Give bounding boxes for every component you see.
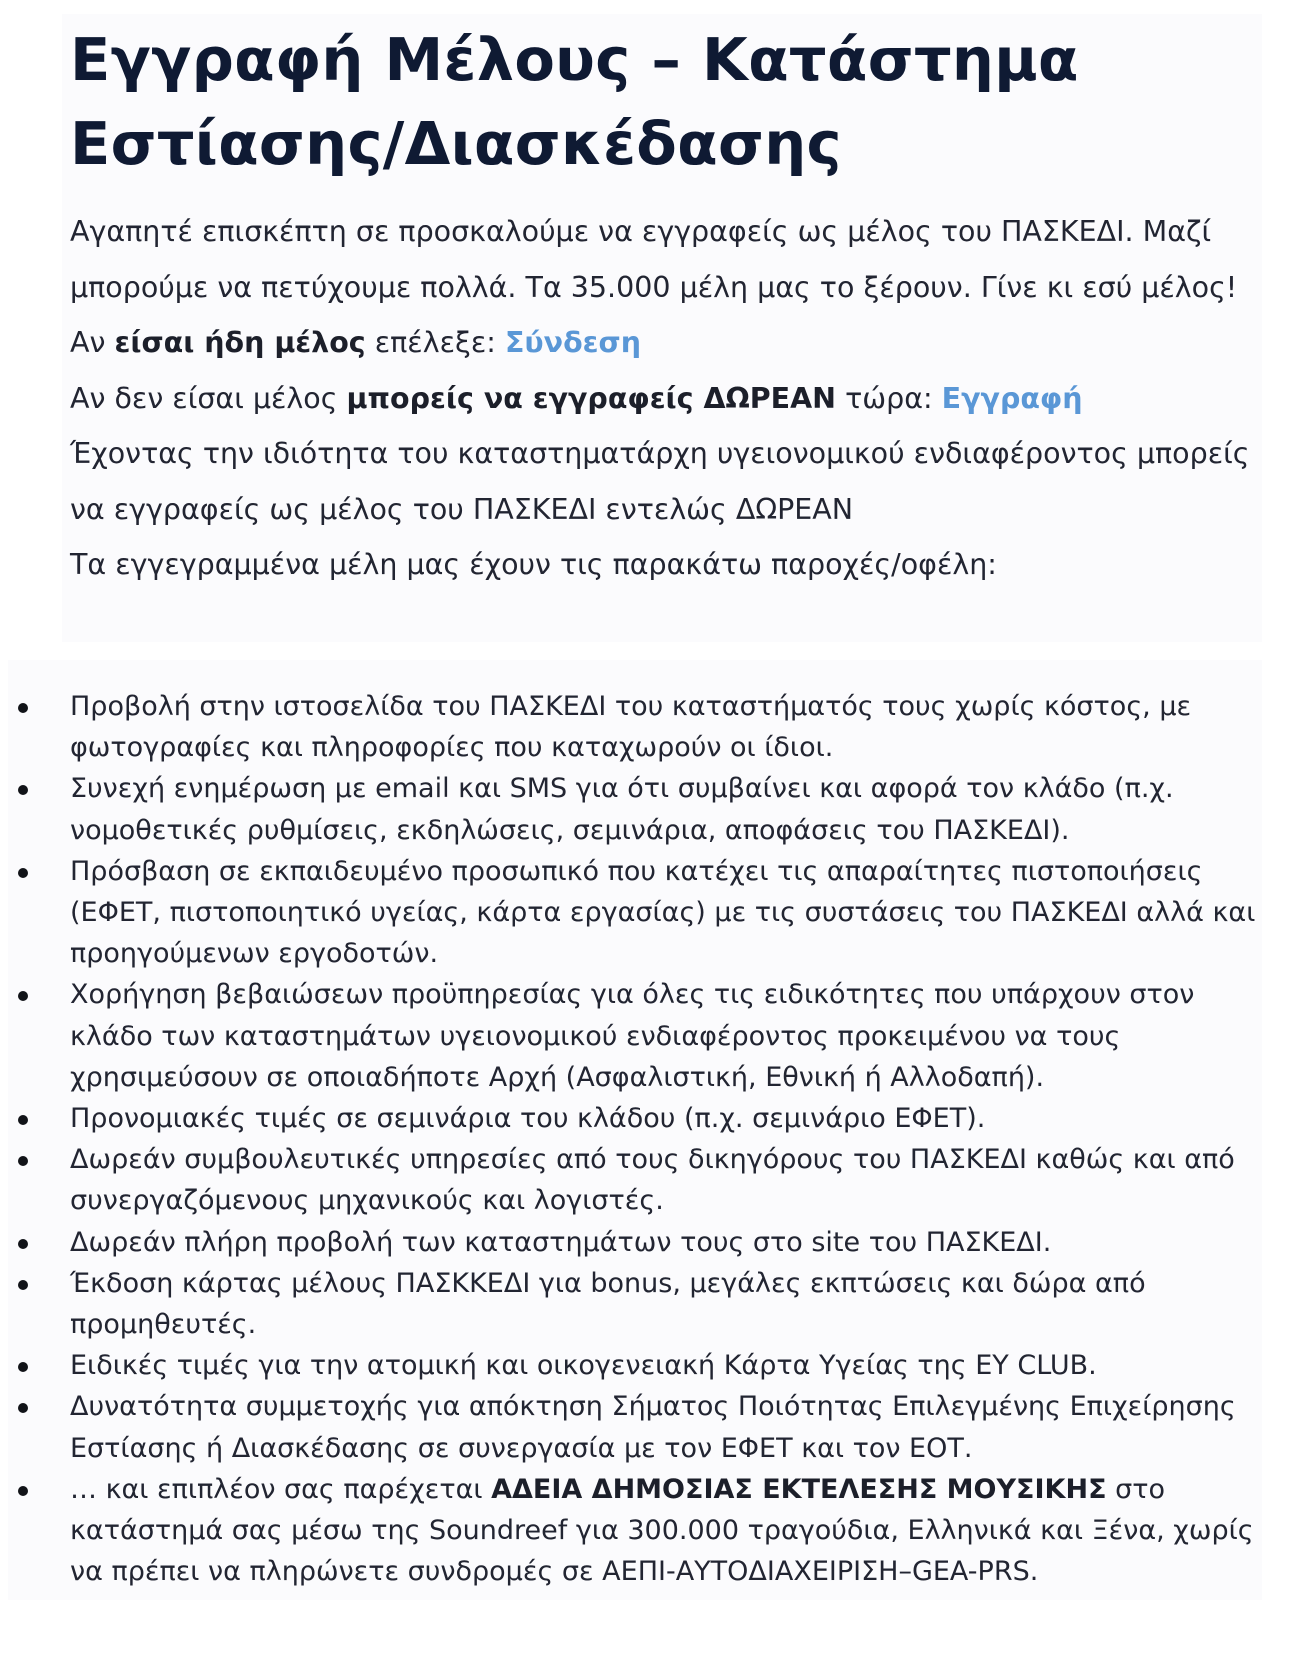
page-title: Εγγραφή Μέλους – Κατάστημα Εστίασης/Διασκέδασης	[70, 25, 1079, 178]
benefit-text: Δωρεάν πλήρη προβολή των καταστημάτων τους στο site του ΠΑΣΚΕΔΙ.	[70, 1226, 1052, 1258]
benefit-item	[70, 1345, 1270, 1386]
benefit-text: Έκδοση κάρτας μέλους ΠΑΣΚΚΕΔΙ για bonus, μεγάλες εκπτώσεις και δώρα από προμηθευτές.	[70, 1267, 1146, 1341]
owner-note: Έχοντας την ιδιότητα του καταστηματάρχη υγειονομικού ενδιαφέροντος μπορείς να εγγραφείς ως μέλος του ΠΑΣΚΕΔΙ εντελώς ΔΩΡΕΑΝ	[70, 437, 1250, 526]
intro-section	[70, 204, 1250, 593]
member-emphasis: είσαι ήδη μέλος	[114, 326, 366, 359]
nonmember-prefix: Αν δεν είσαι μέλος	[70, 381, 347, 415]
register-link[interactable]: Εγγραφή	[941, 381, 1083, 415]
benefit-item	[70, 1263, 1270, 1345]
benefit-item-music-license	[70, 1469, 1270, 1593]
bullet-icon	[18, 703, 28, 713]
benefit-item	[70, 1098, 1270, 1139]
benefit-text: Συνεχή ενημέρωση με email και SMS για ότι συμβαίνει και αφορά τον κλάδο (π.χ. νομοθετικές ρυθμίσεις, εκδηλώσεις, σεμινάρια, αποφάσεις του ΠΑΣΚΕΔΙ).	[70, 773, 1174, 846]
bullet-icon	[18, 868, 28, 878]
benefit-text: Δυνατότητα συμμετοχής για απόκτηση Σήματος Ποιότητας Επιλεγμένης Επιχείρησης Εστίασης ή Διασκέδασης σε συνεργασία με τον ΕΦΕΤ και τον ΕΟΤ.	[70, 1391, 1236, 1464]
nonmember-emphasis: μπορείς να εγγραφείς ΔΩΡΕΑΝ	[346, 381, 837, 415]
nonmember-suffix: τώρα:	[836, 381, 942, 415]
music-license-suffix: στο κατάστημά σας μέσω της Soundreef για 300.000 τραγούδια, Ελληνικά και Ξένα, χωρίς να πρέπει να πληρώνετε συνδρομές σε ΑΕΠΙ-ΑΥΤΟΔΙΑΧΕΙΡΙΣΗ–GEA-PRS.	[70, 1473, 1254, 1588]
bullet-icon	[18, 1115, 28, 1125]
benefit-text: Ειδικές τιμές για την ατομική και οικογενειακή Κάρτα Υγείας της ΕΥ CLUB.	[70, 1350, 1097, 1382]
benefit-text: Προνομιακές τιμές σε σεμινάρια του κλάδου (π.χ. σεμινάριο ΕΦΕΤ).	[70, 1103, 986, 1135]
benefit-item	[70, 1139, 1270, 1221]
benefit-item	[70, 686, 1270, 768]
member-suffix: επέλεξε:	[365, 326, 505, 359]
benefit-item	[70, 768, 1270, 850]
music-license-emphasis: ΑΔΕΙΑ ΔΗΜΟΣΙΑΣ ΕΚΤΕΛΕΣΗΣ ΜΟΥΣΙΚΗΣ	[491, 1473, 1107, 1505]
benefit-item	[70, 1222, 1270, 1263]
bullet-icon	[18, 1239, 28, 1249]
benefit-item	[70, 1386, 1270, 1468]
benefit-item	[70, 974, 1270, 1098]
welcome-text: Αγαπητέ επισκέπτη σε προσκαλούμε να εγγραφείς ως μέλος του ΠΑΣΚΕΔΙ. Μαζί μπορούμε να πετύχουμε πολλά. Τα 35.000 μέλη μας το ξέρουν. Γίνε κι εσύ μέλος!	[70, 215, 1238, 304]
member-line	[70, 315, 1250, 371]
member-prefix: Αν	[70, 326, 115, 359]
login-link[interactable]: Σύνδεση	[504, 326, 642, 359]
nonmember-line	[70, 371, 1250, 427]
benefit-text: Χορήγηση βεβαιώσεων προϋπηρεσίας για όλες τις ειδικότητες που υπάρχουν στον κλάδο των καταστημάτων υγειονομικού ενδιαφέροντος προκειμένου να τους χρησιμεύσουν σε οποιαδήποτε Αρχή (Ασφαλιστική, Εθνική ή Αλλοδαπή).	[70, 979, 1195, 1093]
benefits-intro: Τα εγγεγραμμένα μέλη μας έχουν τις παρακάτω παροχές/οφέλη:	[70, 548, 997, 581]
bullet-icon	[18, 1486, 28, 1496]
benefit-text: Πρόσβαση σε εκπαιδευμένο προσωπικό που κατέχει τις απαραίτητες πιστοποιήσεις (ΕΦΕΤ, πιστοποιητικό υγείας, κάρτα εργασίας) με τις συστάσεις του ΠΑΣΚΕΔΙ αλλά και προηγούμενων εργοδοτών.	[70, 855, 1256, 970]
benefit-text: Δωρεάν συμβουλευτικές υπηρεσίες από τους δικηγόρους του ΠΑΣΚΕΔΙ καθώς και από συνεργαζόμενους μηχανικούς και λογιστές.	[70, 1144, 1235, 1217]
benefit-text: Προβολή στην ιστοσελίδα του ΠΑΣΚΕΔΙ του καταστήματός τους χωρίς κόστος, με φωτογραφίες και πληροφορίες που καταχωρούν οι ίδιοι.	[70, 691, 1192, 764]
music-license-prefix: … και επιπλέον σας παρέχεται	[70, 1473, 492, 1505]
benefits-list	[70, 686, 1270, 1592]
bullet-icon	[18, 1280, 28, 1290]
benefit-item	[70, 851, 1270, 975]
